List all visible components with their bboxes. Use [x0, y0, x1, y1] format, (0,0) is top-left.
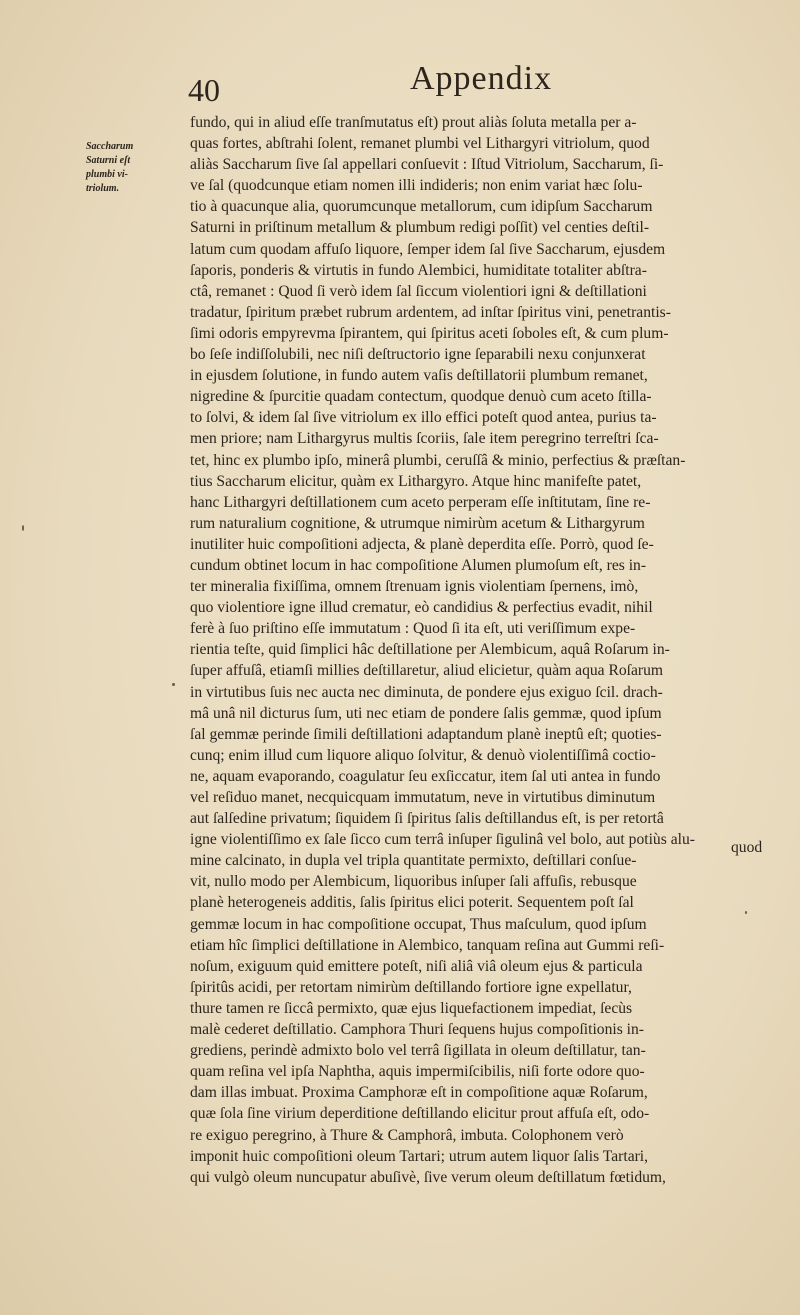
text-line: planè heterogeneis additis, ſalis ſpiritus elici poterit. Sequentem poſt ſal — [190, 894, 634, 912]
text-line: tet, hinc ex plumbo ipſo, minerâ plumbi, ceruſſâ & minio, perfectius & præſtan- — [190, 451, 686, 469]
text-line: aut ſalſedine privatum; ſiquidem ſi ſpiritus ſalis deſtillandus eſt, is per retortâ — [190, 810, 664, 828]
text-line: mâ unâ nil dicturus ſum, uti nec etiam de pondere ſalis gemmæ, quod ipſum — [190, 704, 662, 722]
text-line: noſum, exiguum quid emittere poteſt, niſi aliâ viâ oleum ejus & particula — [190, 957, 643, 975]
text-line: hanc Lithargyri deſtillationem cum aceto perperam eſſe inſtitutam, ſine re- — [190, 493, 651, 511]
text-line: ſal gemmæ perinde ſimili deſtillationi adaptandum planè ineptû eſt; quoties- — [190, 725, 662, 743]
text-line: qui vulgò oleum nuncupatur abuſivè, ſive verum oleum deſtillatum fœtidum, — [190, 1168, 666, 1186]
text-line: nigredine & ſpurcitie quadam contectum, quodque denuò cum aceto ſtilla- — [190, 388, 652, 406]
page-header — [0, 58, 800, 108]
text-line: Saturni in priſtinum metallum & plumbum redigi poſſit) vel centies deſtil- — [190, 219, 650, 237]
text-line: fundo, qui in aliud eſſe tranſmutatus eſt) prout aliàs ſoluta metalla per a- — [190, 114, 637, 131]
body-text — [190, 112, 770, 1188]
text-line: in virtutibus ſuis nec aucta nec diminuta, de pondere ejus exiguo ſcil. drach- — [190, 683, 663, 701]
text-line: ſaporis, ponderis & virtutis in fundo Alembici, humiditate totaliter abſtra- — [190, 261, 647, 279]
text-line: dam illas imbuat. Proxima Camphoræ eſt in compoſitione aquæ Roſarum, — [190, 1084, 648, 1102]
text-line: tius Saccharum elicitur, quàm ex Lithargyro. Atque hinc manifeſte patet, — [190, 472, 642, 490]
text-line: men priore; nam Lithargyrus multis ſcoriis, ſale item peregrino terreſtri ſca- — [190, 430, 659, 448]
marginal-note-line: Saccharum — [86, 141, 134, 152]
paper-speck — [172, 683, 175, 686]
paper-speck — [745, 911, 747, 914]
marginal-note — [86, 140, 186, 196]
text-line: ſimi odoris empyrevma ſpirantem, qui ſpiritus aceti ſoboles eſt, & cum plum- — [190, 324, 669, 342]
text-line: ſpiritûs acidi, per retortam nimirùm deſtillando fortiore igne expellatur, — [190, 978, 632, 996]
text-line: quas fortes, abſtrahi ſolent, remanet plumbi vel Lithargyri vitriolum, quod — [190, 135, 650, 153]
paper-speck — [22, 525, 24, 531]
text-line: inutiliter huic compoſitioni adjecta, & planè deperdita eſſe. Porrò, quod ſe- — [190, 535, 654, 553]
text-line: tradatur, ſpiritum præbet rubrum ardentem, ad inſtar ſpiritus vini, penetrantis- — [190, 303, 671, 321]
text-line: etiam hîc ſimplici deſtillatione in Alembico, tanquam reſina aut Gummi reſi- — [190, 936, 665, 954]
text-line: aliàs Saccharum ſive ſal appellari conſuevit : Iſtud Vitriolum, Saccharum, ſi- — [190, 156, 664, 174]
text-line: latum cum quodam affuſo liquore, ſemper idem ſal ſive Saccharum, ejusdem — [190, 240, 666, 258]
text-line: vel reſiduo manet, necquicquam immutatum, neve in virtutibus diminutum — [190, 789, 656, 806]
text-line: grediens, perindè admixto bolo vel terrâ ſigillata in oleum deſtillatur, tan- — [190, 1042, 646, 1060]
text-line: igne violentiſſimo ex ſale ſicco cum terrâ inſuper ſigulinâ vel bolo, aut potiùs alu- — [190, 831, 695, 849]
text-line: vit, nullo modo per Alembicum, liquoribus inſuper ſali affuſis, rebusque — [190, 873, 637, 891]
text-line: quæ ſola ſine virium deperditione deſtillando elicitur prout affuſa eſt, odo- — [190, 1105, 650, 1123]
text-line: imponit huic compoſitioni oleum Tartari; utrum autem liquor ſalis Tartari, — [190, 1147, 649, 1165]
text-line: malè cederet deſtillatio. Camphora Thuri ſequens hujus compoſitionis in- — [190, 1021, 644, 1039]
text-line: mine calcinato, in dupla vel tripla quantitate permixto, deſtillari conſue- — [190, 852, 637, 870]
text-line: gemmæ locum in hac compoſitione occupat, Thus maſculum, quod ipſum — [190, 915, 647, 933]
text-line: rum naturalium cognitione, & utrumque nimirùm acetum & Lithargyrum — [190, 514, 645, 532]
text-line: quam reſina vel ipſa Naphtha, aquis impermiſcibilis, niſi forte odore quo- — [190, 1063, 645, 1081]
page-number: 40 — [188, 72, 220, 108]
text-line: quo violentiore igne illud crematur, eò candidius & perfectius evadit, nihil — [190, 599, 653, 617]
catchword: quod — [731, 839, 763, 856]
marginal-note-line: plumbi vi- — [86, 169, 128, 180]
marginal-note-line: triolum. — [86, 183, 120, 194]
text-line: in ejusdem ſolutione, in fundo autem vaſis deſtillatorii plumbum remanet, — [190, 367, 648, 385]
text-line: ctâ, remanet : Quod ſi verò idem ſal ſiccum violentiori igni & deſtillationi — [190, 282, 647, 300]
text-line: ſuper affuſâ, etiamſi millies deſtillaretur, aliud elicietur, quàm aqua Roſarum — [190, 662, 664, 680]
text-line: ferè à ſuo priſtino eſſe immutatum : Quod ſi ita eſt, uti veriſſimum expe- — [190, 620, 636, 638]
text-line: thure tamen re ſiccâ permixto, quæ ejus liquefactionem impediat, ſecùs — [190, 999, 633, 1017]
text-line: cunq; enim illud cum liquore aliquo ſolvitur, & denuò violentiſſimâ coctio- — [190, 746, 656, 764]
text-line: to ſolvi, & idem ſal ſive vitriolum ex illo effici poteſt quod antea, purius ta- — [190, 409, 657, 427]
text-line: tio à quacunque alia, quorumcunque metallorum, cum idipſum Saccharum — [190, 198, 653, 216]
text-line: bo ſeſe indiſſolubili, nec niſi deſtructorio igne ſeparabili nexu conjunxerat — [190, 346, 646, 364]
marginal-note-line: Saturni eſt — [86, 155, 131, 166]
text-line: ter mineralia fixiſſima, omnem ſtrenuam ignis violentiam ſpernens, imò, — [190, 578, 639, 596]
running-title: Appendix — [410, 60, 553, 97]
text-line: rientia teſte, quid ſimplici hâc deſtillatione per Alembicum, aquâ Roſarum in- — [190, 641, 670, 659]
text-line: ve ſal (quodcunque etiam nomen illi indideris; non enim variat hæc ſolu- — [190, 177, 643, 195]
text-line: re exiguo peregrino, à Thure & Camphorâ, imbuta. Colophonem verò — [190, 1126, 624, 1144]
text-line: cundum obtinet locum in hac compoſitione Alumen plumoſum eſt, res in- — [190, 556, 647, 574]
text-line: ne, aquam evaporando, coagulatur ſeu exſiccatur, item ſal uti antea in fundo — [190, 767, 661, 785]
